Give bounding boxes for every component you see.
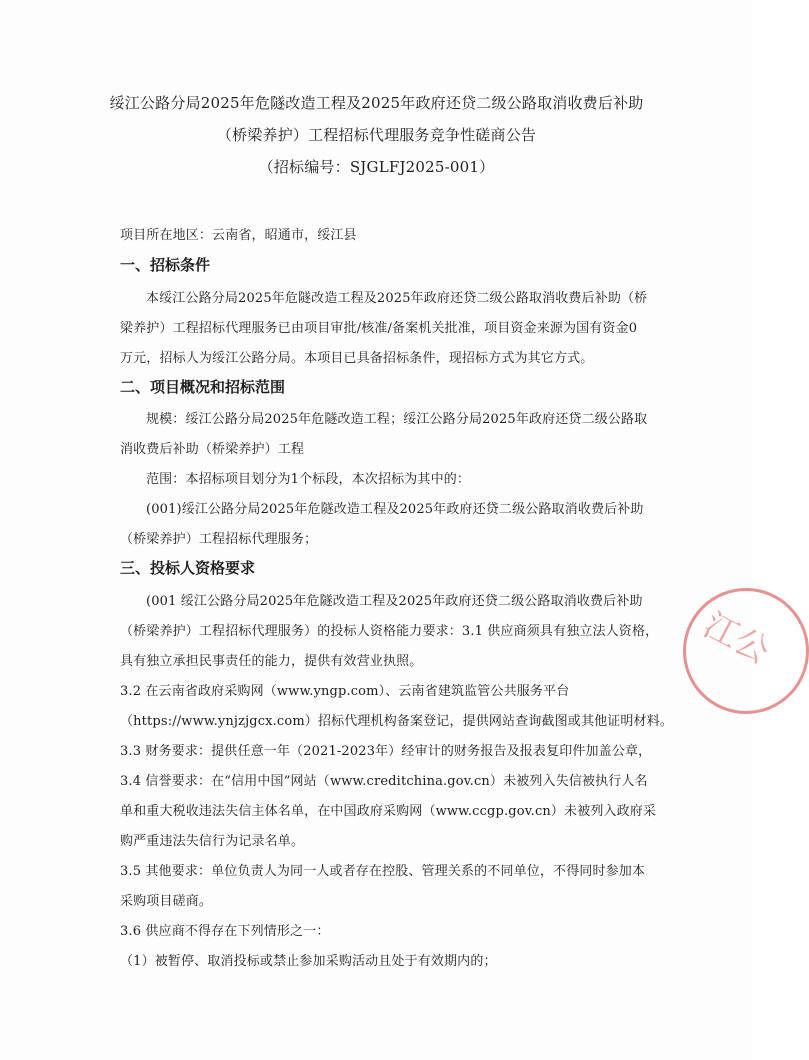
section-1-line: 万元，招标人为绥江公路分局。本项目已具备招标条件，现招标方式为其它方式。 bbox=[120, 351, 594, 366]
official-seal bbox=[683, 588, 809, 714]
section-1-line: 梁养护）工程招标代理服务已由项目审批/核准/备案机关批准，项目资金来源为国有资金0 bbox=[120, 321, 638, 336]
section-2-line: 范围：本招标项目划分为1个标段，本次招标为其中的： bbox=[146, 472, 471, 487]
section-3-line: 单和重大税收违法失信主体名单，在中国政府采购网（www.ccgp.gov.cn）未被列入政府采 bbox=[120, 804, 657, 819]
section-3-line: 3.6 供应商不得存在下列情形之一： bbox=[120, 924, 330, 939]
tender-number: （招标编号：SJGLFJ2025-001） bbox=[258, 158, 495, 176]
section-3-line: 3.3 财务要求：提供任意一年（2021-2023年）经审计的财务报告及报表复印件加盖公章， bbox=[120, 744, 652, 759]
section-2-line: （桥梁养护）工程招标代理服务； bbox=[120, 532, 318, 547]
section-3-line: （https://www.ynjzjgcx.com）招标代理机构备案登记，提供网站查询截图或其他证明材料。 bbox=[120, 714, 674, 729]
section-2-line: 消收费后补助（桥梁养护）工程 bbox=[120, 442, 305, 457]
section-3-line: 采购项目磋商。 bbox=[120, 894, 213, 909]
section-2-line: 规模：绥江公路分局2025年危隧改造工程；绥江公路分局2025年政府还贷二级公路取 bbox=[146, 412, 648, 427]
section-3-line: （1）被暂停、取消投标或禁止参加采购活动且处于有效期内的； bbox=[120, 954, 497, 969]
section-2-line: (001)绥江公路分局2025年危隧改造工程及2025年政府还贷二级公路取消收费后补助 bbox=[146, 502, 644, 517]
section-3-line: 购严重违法失信行为记录名单。 bbox=[120, 834, 305, 849]
section-3-heading: 三、投标人资格要求 bbox=[120, 559, 256, 577]
seal-text: 江公 bbox=[696, 604, 776, 673]
section-1-heading: 一、招标条件 bbox=[120, 256, 211, 274]
title-line-1: 绥江公路分局2025年危隧改造工程及2025年政府还贷二级公路取消收费后补助 bbox=[109, 94, 644, 112]
section-3-line: 3.2 在云南省政府采购网（www.yngp.com）、云南省建筑监管公共服务平台 bbox=[120, 684, 570, 699]
title-line-2: （桥梁养护）工程招标代理服务竞争性磋商公告 bbox=[216, 126, 537, 144]
section-2-heading: 二、项目概况和招标范围 bbox=[120, 378, 286, 396]
section-3-line: （桥梁养护）工程招标代理服务）的投标人资格能力要求：3.1 供应商须具有独立法人资格， bbox=[120, 624, 659, 639]
section-1-line: 本绥江公路分局2025年危隧改造工程及2025年政府还贷二级公路取消收费后补助（桥 bbox=[146, 291, 648, 306]
section-3-line: 具有独立承担民事责任的能力，提供有效营业执照。 bbox=[120, 654, 423, 669]
section-3-line: 3.5 其他要求：单位负责人为同一人或者存在控股、管理关系的不同单位，不得同时参加本 bbox=[120, 864, 646, 879]
section-3-line: (001 绥江公路分局2025年危隧改造工程及2025年政府还贷二级公路取消收费后补助 bbox=[146, 594, 643, 609]
section-3-line: 3.4 信誉要求：在“信用中国”网站（www.creditchina.gov.cn）未被列入失信被执行人名 bbox=[120, 774, 648, 789]
project-region: 项目所在地区：云南省，昭通市，绥江县 bbox=[120, 228, 357, 243]
